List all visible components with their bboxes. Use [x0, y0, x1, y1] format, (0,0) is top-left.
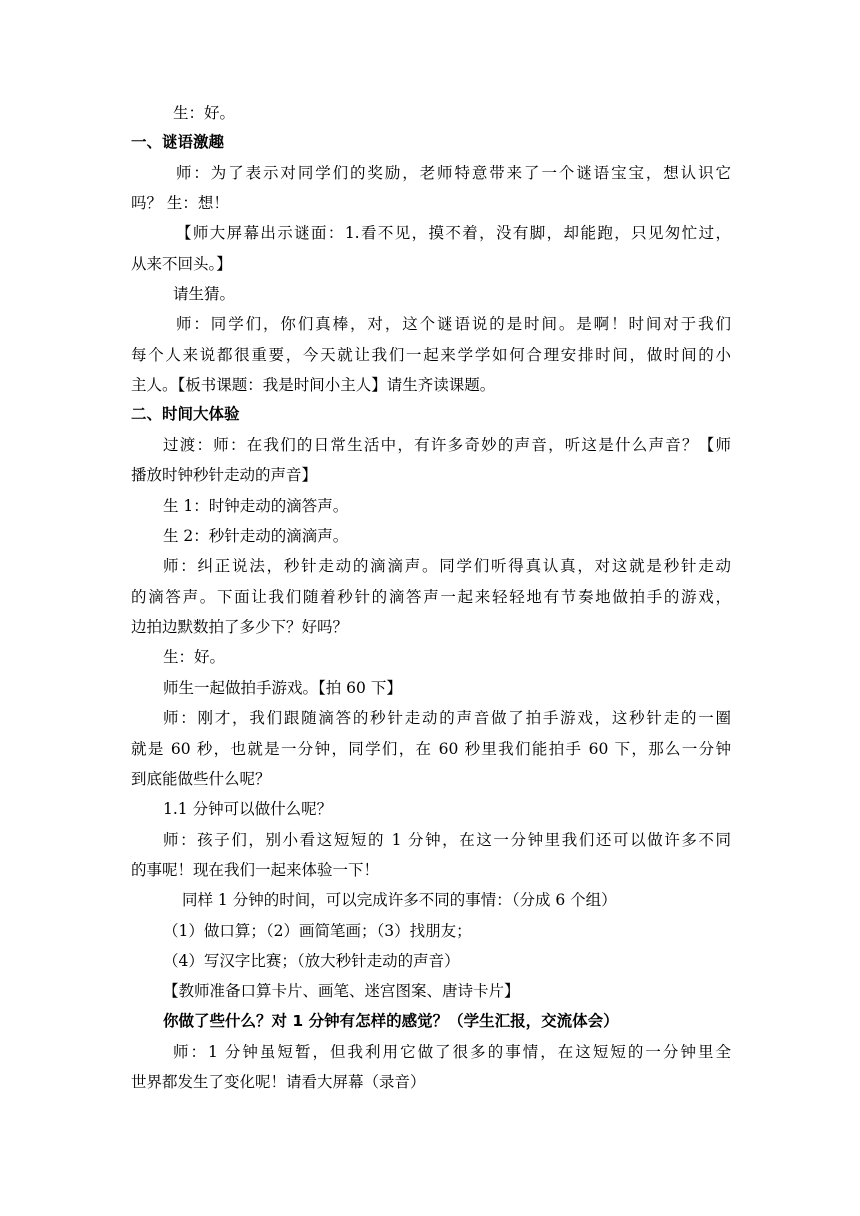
paragraph-line: 的滴答声。下面让我们随着秒针的滴答声一起来轻轻地有节奏地做拍手的游戏， [131, 588, 731, 606]
paragraph-line: 就是 60 秒，也就是一分钟，同学们，在 60 秒里我们能拍手 60 下，那么一分钟 [131, 740, 731, 758]
paragraph-line: 【师大屏幕出示谜面：1.看不见，摸不着，没有脚，却能跑，只见匆忙过， [176, 224, 731, 242]
paragraph-line: 师生一起做拍手游戏。【拍 60 下】 [163, 679, 402, 697]
paragraph-line: 生 1：时钟走动的滴答声。 [163, 497, 349, 515]
paragraph-line: 师：纠正说法，秒针走动的滴滴声。同学们听得真认真，对这就是秒针走动 [163, 557, 731, 575]
paragraph-line: 师：刚才，我们跟随滴答的秒针走动的声音做了拍手游戏，这秒针走的一圈 [163, 709, 731, 727]
paragraph-line: 生：好。 [173, 104, 236, 122]
paragraph-line: 【教师准备口算卡片、画笔、迷宫图案、唐诗卡片】 [163, 982, 520, 1000]
paragraph-line: 过渡：师：在我们的日常生活中，有许多奇妙的声音，听这是什么声音？【师 [163, 436, 731, 454]
paragraph-line: 师：同学们，你们真棒，对，这个谜语说的是时间。是啊！时间对于我们 [176, 315, 731, 333]
paragraph-line: 从来不回头。】 [131, 255, 232, 273]
paragraph-line: 同样 1 分钟的时间，可以完成许多不同的事情：（分成 6 个组） [182, 891, 617, 909]
paragraph-line: 师：为了表示对同学们的奖励，老师特意带来了一个谜语宝宝，想认识它 [176, 164, 731, 182]
paragraph-line: 生 2：秒针走动的滴滴声。 [163, 527, 349, 545]
paragraph-line: 师：孩子们，别小看这短短的 1 分钟，在这一分钟里我们还可以做许多不同 [163, 831, 731, 849]
paragraph-line: 1.1 分钟可以做什么呢？ [163, 800, 333, 818]
paragraph-line: 播放时钟秒针走动的声音】 [131, 466, 318, 484]
paragraph-line: 世界都发生了变化呢！请看大屏幕（录音） [131, 1073, 426, 1091]
paragraph-line: 吗？ 生：想！ [131, 194, 229, 212]
paragraph-line: （4）写汉字比赛；（放大秒针走动的声音） [163, 952, 460, 970]
paragraph-line: （1）做口算；（2）画简笔画；（3）找朋友； [163, 922, 472, 940]
paragraph-line: 生：好。 [163, 648, 226, 666]
paragraph-line: 师：1 分钟虽短暂，但我利用它做了很多的事情，在这短短的一分钟里全 [173, 1043, 731, 1061]
section-heading: 你做了些什么？对 1 分钟有怎样的感觉？（学生汇报，交流体会） [163, 1012, 619, 1030]
section-heading: 二、时间大体验 [131, 405, 240, 423]
paragraph-line: 主人。【板书课题：我是时间小主人】请生齐读课题。 [131, 376, 496, 394]
paragraph-line: 的事呢！现在我们一起来体验一下！ [131, 861, 380, 879]
paragraph-line: 每个人来说都很重要，今天就让我们一起来学学如何合理安排时间，做时间的小 [131, 346, 731, 364]
section-heading: 一、谜语激趣 [131, 133, 225, 151]
paragraph-line: 边拍边默数拍了多少下？好吗？ [131, 618, 349, 636]
paragraph-line: 请生猜。 [173, 285, 236, 303]
paragraph-line: 到底能做些什么呢？ [131, 770, 271, 788]
